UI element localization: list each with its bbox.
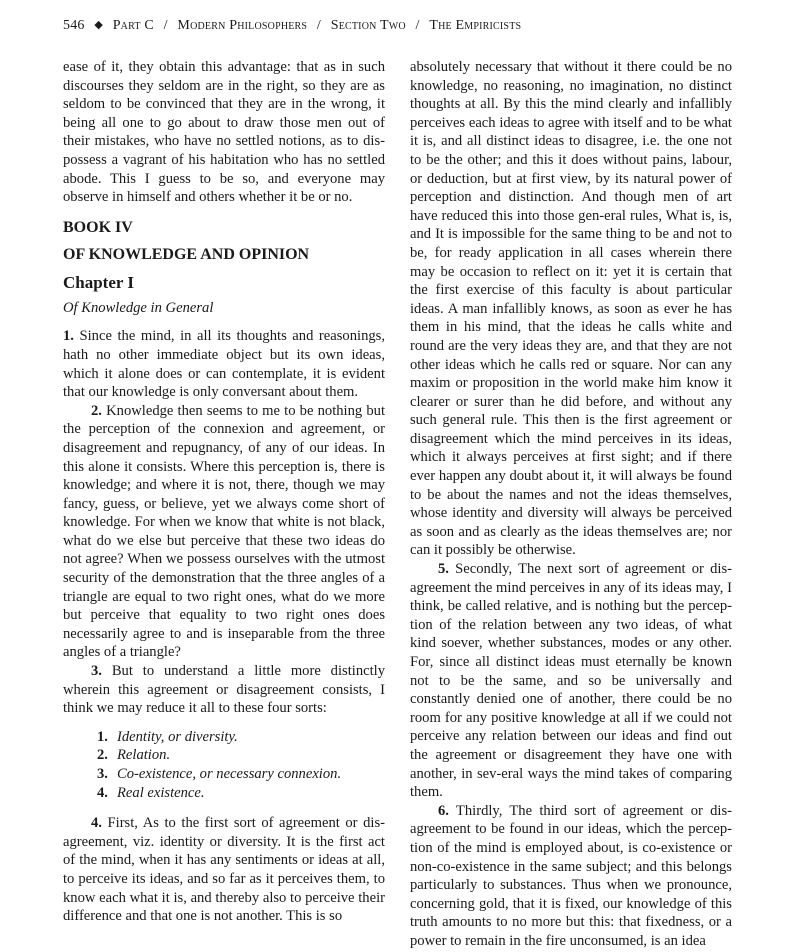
paragraph-number: 5. — [438, 561, 449, 578]
paragraph-text: Since the mind, in all its thoughts and reasonings, hath no other immediate object but its own ideas, which it alone does or can contemplate, it is evident that our knowledge is only conversant about them. — [63, 328, 385, 401]
header-separator: / — [316, 18, 321, 33]
list-number: 4. — [97, 784, 108, 801]
paragraph-number: 6. — [438, 802, 449, 819]
left-column — [63, 58, 385, 926]
list-item — [97, 784, 385, 803]
header-separator: / — [415, 18, 420, 33]
header-section-a: Modern Philosophers — [177, 18, 308, 33]
diamond-ornament-icon: ◆ — [94, 19, 103, 31]
list-number: 3. — [97, 766, 108, 782]
paragraph-2 — [63, 402, 385, 662]
paragraph-text: Thirdly, The third sort of agreement or dis-agreement to be found in our ideas, which the percep-tion of the mind is employed about, is co-existence or non-co-existence in the same subject; and this belongs particularly to substances. Thus when we pronounce, concerning gold, that it is fixed, our knowledge of this truth amounts to no more but this: that fixedness, or a power to remain in the fire unconsumed, is an idea — [410, 802, 732, 949]
header-section-b: Section Two — [330, 18, 406, 33]
chapter-heading: Chapter I — [63, 272, 134, 292]
paragraph-6 — [410, 802, 732, 951]
header-part: Part C — [112, 18, 154, 33]
list-text: Real existence. — [117, 784, 205, 801]
list-item — [97, 728, 385, 747]
list-number: 2. — [97, 747, 108, 764]
chapter-subtitle: Of Knowledge in General — [63, 299, 214, 316]
right-column — [410, 58, 732, 951]
paragraph-number: 2. — [91, 402, 102, 419]
paragraph-5 — [410, 560, 732, 802]
paragraph-4 — [63, 814, 385, 926]
paragraph-3 — [63, 662, 385, 718]
paragraph-text: But to understand a little more distinctly wherein this agreement or disagreement consists, I think we may reduce it all to these four sorts: — [63, 663, 385, 717]
paragraph-number: 3. — [91, 663, 102, 680]
book-title: OF KNOWLEDGE AND OPINION — [63, 245, 310, 263]
paragraph-text: First, As to the first sort of agreement or dis-agreement, viz. identity or diversity. It is the first act of the mind, when it has any sentiments or ideas at all, to perceive its ideas, and so far as it perceives them, to know each what it is, and thereby also to perceive their difference and that one is not another. This is so — [63, 815, 385, 925]
header-section-c: The Empiricists — [429, 18, 522, 33]
list-number: 1. — [97, 728, 108, 745]
paragraph-1 — [63, 327, 385, 401]
list-text: Relation. — [117, 747, 171, 764]
paragraph-text: Secondly, The next sort of agreement or dis-agreement the mind perceives in any of its ideas may, I think, be called relative, and is nothing but the percep-tion of the relation between any two ideas, of what kind soever, whether substances, modes or any other. For, since all distinct ideas must eternally be known not to be the same, and so be universally and constantly denied one of another, there could be no room for any positive knowledge at all if we could not perceive any relation between our ideas and find out the agreement or disagreement they have one with another, in sev-eral ways the mind takes of comparing them. — [410, 561, 732, 801]
paragraph-text: Knowledge then seems to me to be nothing but the perception of the connexion and agreement, or disagreement and repugnancy, of any of our ideas. In this alone it consists. Where this perception is, there is knowledge; and where it is not, there, though we may fancy, guess, or believe, yet we always come short of knowledge. For when we know that white is not black, what do we else but perceive that these two ideas do not agree? When we possess ourselves with the utmost security of the demonstration that the three angles of a triangle are equal to two right ones, what do we more but perceive that equality to two right ones does necessarily agree to and is inseparable from the three angles of a triangle? — [63, 402, 385, 661]
book-heading: BOOK IV — [63, 218, 133, 236]
intro-paragraph: ease of it, they obtain this advantage: that as in such discourses they seldom are in the right, so they are as seldom to be convinced that they are in the wrong, it being all one to go about to draw those men out of their mistakes, who have no settled notions, as to dis-possess a vagrant of his habitation who has no settled abode. This I guess to be so, and everyone may observe in himself and others whether it be or no. — [63, 59, 385, 206]
paragraph-number: 1. — [63, 328, 74, 345]
page-number: 546 — [63, 18, 85, 33]
continued-paragraph: absolutely necessary that without it there could be no knowledge, no reasoning, no imagination, no distinct thoughts at all. By this the mind clearly and infallibly perceives each ideas to agree with itself and to be what it is, and all distinct ideas to disagree, i.e. the one not to be the other; and this it does without pains, labour, or deduction, but at first view, by its natural power of perception and distinction. And though men of art have reduced this into those gen-eral rules, What is, is, and It is impossible for the same thing to be and not to be, for ready application in all cases wherein there may be occasion to reflect on it: yet it is certain that the first exercise of this faculty is about particular ideas. A man infallibly knows, as soon as ever he has them in his mind, that the ideas he calls white and round are the very ideas they are, and that they are not other ideas which he calls red or square. Nor can any maxim or proposition in the world make him know it clearer or surer than he did before, and without any such general rule. This then is the first agreement or disagreement which the mind perceives in its ideas, which it always perceives at first sight; and if there ever happen any doubt about it, it will always be found to be about the names and not the ideas themselves, whose identity and diversity will always be perceived as soon and as clearly as the ideas themselves are; nor can it possibly be otherwise. — [410, 59, 732, 559]
list-item — [97, 746, 385, 765]
list-text: Identity, or diversity. — [117, 728, 238, 745]
running-header — [63, 18, 743, 40]
list-text: Co-existence, or necessary connexion. — [117, 766, 342, 782]
four-sorts-list — [63, 728, 385, 802]
header-separator: / — [163, 18, 168, 33]
paragraph-number: 4. — [91, 815, 102, 832]
list-item — [97, 765, 385, 784]
